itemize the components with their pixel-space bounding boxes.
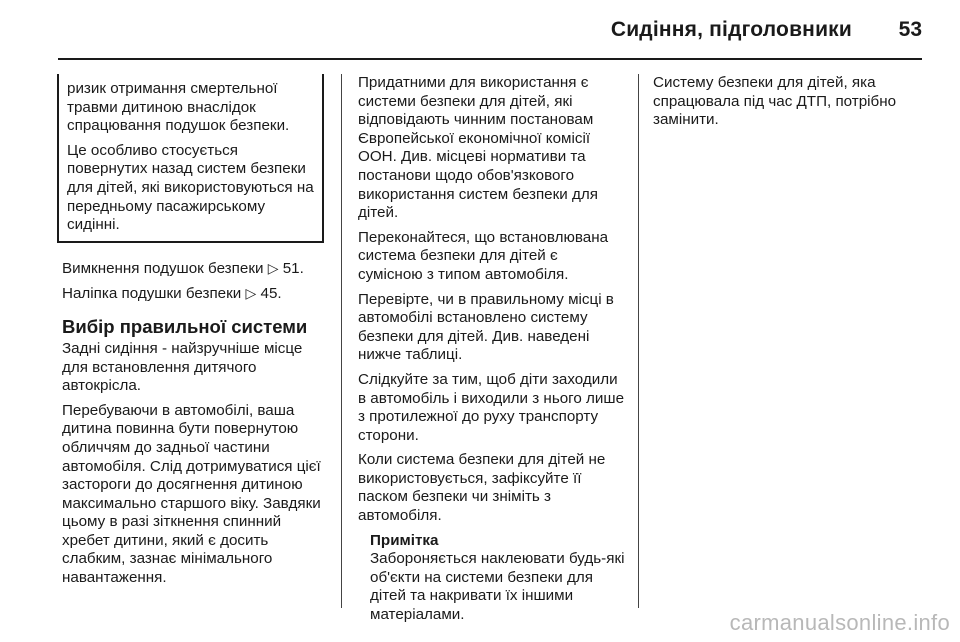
page-reference-icon: ▷ — [267, 259, 279, 276]
warning-text: ризик отримання смертельної травми дитиною внаслідок спрацювання подушок безпеки. — [67, 80, 290, 135]
note-label: Примітка — [370, 531, 439, 549]
column-middle — [358, 74, 626, 625]
cross-reference[interactable] — [62, 284, 324, 304]
reference-label: Вимкнення подушок безпеки — [62, 259, 264, 277]
paragraph: Систему безпеки для дітей, яка спрацювала під час ДТП, потрібно замінити. — [653, 74, 897, 129]
section-heading: Вибір правильної системи — [62, 315, 308, 337]
warning-text: Це особливо стосується повернутих назад систем безпеки для дітей, які використовуються на передньому пасажирському сидінні. — [67, 141, 314, 234]
watermark: carmanualsonline.info — [729, 610, 950, 635]
cross-reference[interactable] — [62, 259, 324, 279]
column-divider — [638, 74, 639, 608]
paragraph: Переконайтеся, що встановлювана система безпеки для дітей є сумісною з типом автомобіля. — [358, 228, 609, 283]
paragraph: Задні сидіння - найзручніше місце для встановлення дитячого автокрісла. — [62, 339, 303, 395]
page-reference-icon: ▷ — [245, 285, 257, 302]
page-number: 53 — [898, 18, 922, 41]
column-divider — [341, 74, 342, 608]
column-right — [653, 74, 931, 136]
reference-label: Наліпка подушки безпеки — [62, 285, 242, 303]
paragraph: Перебуваючи в автомобілі, ваша дитина повинна бути повернутою обличчям до задньої частини автомобіля. Слід дотримуватися цієї застороги до досягнення дитиною максимально старшого віку. Завдяки цьому в разі зіткнення спинний хребет дитини, який є досить слабким, зазнає мінімального навантаження. — [62, 401, 321, 587]
paragraph: Слідкуйте за тим, щоб діти заходили в автомобіль і виходили з нього лише з протилежної до руху транспорту сторони. — [358, 370, 625, 444]
note-block — [358, 532, 626, 625]
page-title: Сидіння, підголовники — [610, 18, 852, 41]
paragraph: Придатними для використання є системи безпеки для дітей, які відповідають чинним постановам Європейської економічної комісії ООН. Див. місцеві нормативи та постанови щодо обов'язкового використання систем безпеки для дітей. — [358, 74, 598, 222]
paragraph: Коли система безпеки для дітей не використовується, зафіксуйте її паском безпеки чи зніміть з автомобіля. — [358, 451, 606, 525]
paragraph: Перевірте, чи в правильному місці в автомобілі встановлено систему безпеки для дітей. Див. наведені нижче таблиці. — [358, 290, 614, 364]
header-divider — [58, 58, 922, 60]
note-text: Забороняється наклеювати будь-які об'єкти на системи безпеки для дітей та накривати їх іншими матеріалами. — [370, 550, 625, 624]
column-left — [62, 74, 324, 594]
reference-page: 45. — [260, 285, 282, 303]
reference-page: 51. — [282, 259, 304, 277]
warning-box — [57, 74, 324, 243]
